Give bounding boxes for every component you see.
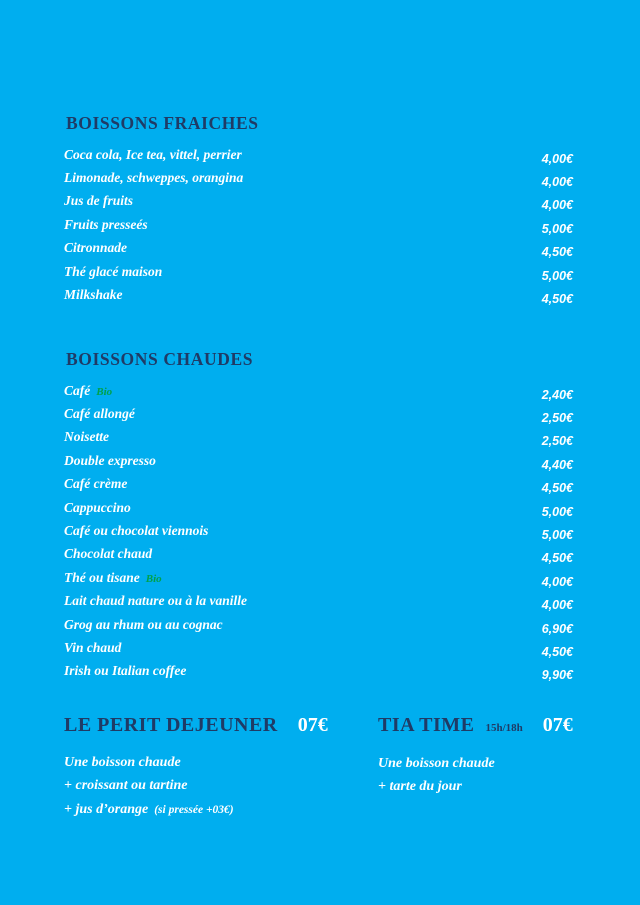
menu-item-name: Vin chaud <box>64 639 122 655</box>
menu-item-price: 4,40€ <box>541 457 573 472</box>
menu-item-price: 4,50€ <box>541 481 573 496</box>
offer-petit-dejeuner <box>64 712 328 822</box>
menu-item-row <box>64 166 573 189</box>
menu-item-price: 2,50€ <box>541 411 573 426</box>
section-title: BOISSONS CHAUDES <box>66 349 254 369</box>
menu-item-row <box>64 283 573 306</box>
offer-header <box>378 712 573 741</box>
menu-item-price: 5,00€ <box>541 268 573 283</box>
menu-item-name: Limonade, schweppes, orangina <box>64 170 244 186</box>
offer-line-text: + tarte du jour <box>378 779 462 795</box>
offer-subtitle: 15h/18h <box>485 722 523 734</box>
menu-item-price: 5,00€ <box>541 221 573 236</box>
menu-item-price: 4,50€ <box>541 644 573 659</box>
menu-item-name: Thé glacé maison <box>64 263 163 279</box>
menu-item-name: Grog au rhum ou au cognac <box>64 616 223 632</box>
menu-item-row <box>64 519 573 542</box>
offer-line <box>378 776 573 800</box>
menu-item-row <box>64 590 573 613</box>
offers-area <box>0 712 640 892</box>
bio-badge: Bio <box>96 385 113 398</box>
menu-item-name: Irish ou Italian coffee <box>64 663 187 679</box>
offer-tia-time <box>378 712 573 799</box>
menu-item-name: Milkshake <box>64 287 123 303</box>
menu-item-row <box>64 449 573 472</box>
menu-item-row <box>64 426 573 449</box>
menu-item-row <box>64 660 573 683</box>
menu-item-row <box>64 613 573 636</box>
menu-item-price: 4,00€ <box>541 151 573 166</box>
offer-line-text: + jus d’orange <box>64 801 149 817</box>
menu-item-price: 4,00€ <box>541 175 573 190</box>
offer-lines <box>378 752 573 799</box>
item-list <box>64 379 573 683</box>
offer-line <box>378 752 573 776</box>
menu-item-price: 2,50€ <box>541 434 573 449</box>
offer-title: TIA TIME <box>378 714 475 736</box>
menu-item-price: 4,50€ <box>541 551 573 566</box>
menu-item-name: Lait chaud nature ou à la vanille <box>64 593 248 609</box>
offer-line <box>64 798 328 822</box>
menu-item-name: Café allongé <box>64 406 135 422</box>
menu-item-name: Coca cola, Ice tea, vittel, perrier <box>64 146 242 162</box>
offer-line-text: Une boisson chaude <box>64 754 181 770</box>
offer-price: 07€ <box>542 714 573 736</box>
menu-item-name: Thé ou tisane Bio <box>64 569 162 585</box>
menu-item-price: 4,00€ <box>541 198 573 213</box>
bio-badge: Bio <box>145 572 162 585</box>
offer-line-text: + croissant ou tartine <box>64 778 188 794</box>
menu-item-price: 2,40€ <box>541 387 573 402</box>
menu-item-price: 4,50€ <box>541 245 573 260</box>
menu-item-row <box>64 496 573 519</box>
menu-item-name: Citronnade <box>64 240 128 256</box>
offer-lines <box>64 751 328 822</box>
section-boissons-fraiches <box>64 112 573 307</box>
menu-item-name: Cappuccino <box>64 499 131 515</box>
menu-item-row <box>64 379 573 402</box>
menu-item-row <box>64 402 573 425</box>
menu-item-row <box>64 260 573 283</box>
menu-item-row <box>64 636 573 659</box>
menu-item-price: 5,00€ <box>541 528 573 543</box>
menu-item-name: Café Bio <box>64 382 113 398</box>
menu-item-row <box>64 213 573 236</box>
menu-item-price: 9,90€ <box>541 668 573 683</box>
offer-line-note: (si pressée +03€) <box>154 803 234 816</box>
offer-title: LE PERIT DEJEUNER <box>64 714 278 736</box>
menu-item-row <box>64 190 573 213</box>
section-title: BOISSONS FRAICHES <box>66 113 259 133</box>
menu-item-price: 4,00€ <box>541 574 573 589</box>
menu-item-name: Noisette <box>64 429 109 445</box>
menu-item-row <box>64 473 573 496</box>
menu-item-price: 4,50€ <box>541 292 573 307</box>
offer-line-text: Une boisson chaude <box>378 755 495 771</box>
menu-item-row <box>64 566 573 589</box>
section-boissons-chaudes <box>64 348 573 683</box>
menu-item-name: Fruits presseés <box>64 216 148 232</box>
menu-item-row <box>64 143 573 166</box>
menu-item-price: 6,90€ <box>541 621 573 636</box>
menu-item-price: 4,00€ <box>541 598 573 613</box>
offer-line <box>64 775 328 799</box>
offer-price: 07€ <box>297 714 328 736</box>
item-list <box>64 143 573 307</box>
menu-item-name: Double expresso <box>64 452 156 468</box>
offer-header <box>64 712 328 740</box>
menu-item-row <box>64 543 573 566</box>
offer-line <box>64 751 328 775</box>
menu-item-price: 5,00€ <box>541 504 573 519</box>
menu-item-row <box>64 237 573 260</box>
menu-item-name: Café crème <box>64 476 128 492</box>
menu-item-name: Jus de fruits <box>64 193 134 209</box>
menu-item-name: Chocolat chaud <box>64 546 153 562</box>
menu-item-name: Café ou chocolat viennois <box>64 523 209 539</box>
